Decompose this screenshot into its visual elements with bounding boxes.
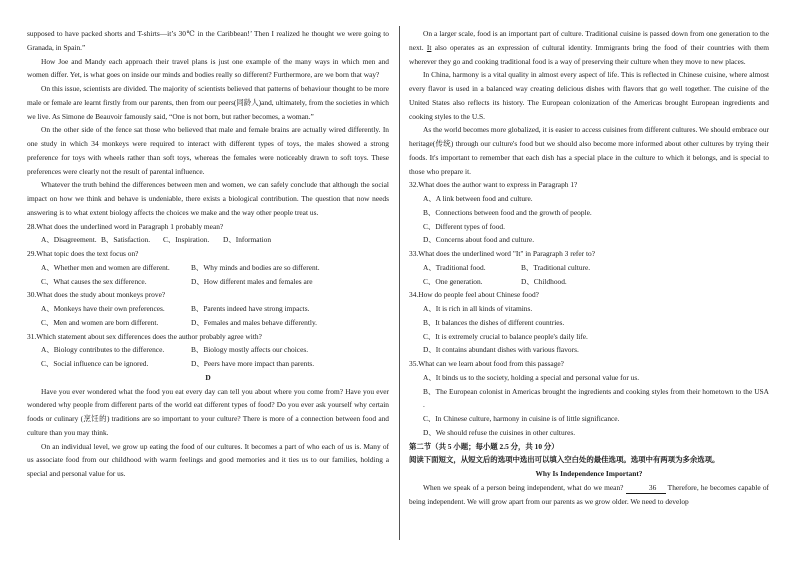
right-column — [409, 27, 769, 508]
passage-d-paragraph-5: As the world becomes more globalized, it is easier to access cuisines from different cultures. We should embrace our heritage(传统) through our culture's food but we should also become more informed about other cultures by trying their foods. It's important to remember that each dish has a special place in the culture to which it belongs, and is special to those who prepare it. — [409, 125, 769, 176]
option[interactable]: A、Biology contributes to the difference. — [41, 345, 165, 355]
option[interactable]: A、It binds us to the society, holding a special and personal value for us. — [423, 372, 640, 382]
passage-d-paragraph-4: In China, harmony is a vital quality in almost every aspect of life. This is reflected in Chinese cuisine, where almost every flavor is used in a balanced way creating delicious dishes with flavors that go well together. The cuisine of the United States also reflects its history. The European colonization of the Americas brought European ingredients and cooking styles to the U.S. — [409, 70, 769, 121]
option[interactable]: C、Men and women are born different. — [41, 317, 159, 327]
question-30-options-row-1 — [27, 302, 389, 316]
option[interactable]: D、How different males and females are — [191, 276, 313, 286]
column-divider — [399, 26, 400, 540]
passage-c-continued: supposed to have packed shorts and T-shirts—it’s 30℃ in the Caribbean!’ Then I realized he thought we were going to Granada, in Spain.” — [27, 29, 389, 52]
left-column — [27, 27, 389, 481]
section-2-title: 第二节（共 5 小题；每小题 2.5 分，共 10 分） — [409, 441, 559, 451]
option[interactable]: A、It is rich in all kinds of vitamins. — [423, 304, 533, 313]
option[interactable]: C、In Chinese culture, harmony in cuisine is of little significance. — [423, 414, 620, 423]
article-title: Why Is Independence Important? — [535, 469, 643, 478]
option[interactable]: B、Connections between food and the growth of people. — [423, 207, 592, 217]
option[interactable]: B、Parents indeed have strong impacts. — [191, 304, 310, 313]
underlined-word-it: It — [426, 42, 432, 52]
passage-d-paragraph-1: Have you ever wondered what the food you eat every day can tell you about where you come from? Have you ever wondered why people from different parts of the world eat different types of food? Do you ever ask yourself why certain foods or culinary (烹饪的) traditions are so important to your culture? There is more of a connection between food and culture than you may think. — [27, 386, 389, 437]
question-30: 30.What does the study about monkeys prove? — [27, 290, 166, 300]
option[interactable]: B、The European colonist in Americas brought the ingredients and cooking styles from their hometown to the USA . — [423, 386, 769, 410]
option[interactable]: C、It is extremely crucial to balance people's daily life. — [423, 331, 588, 341]
option[interactable]: A、Disagreement. — [41, 235, 97, 245]
option[interactable]: A、Traditional food. — [423, 262, 486, 272]
option[interactable]: B、Biology mostly affects our choices. — [191, 345, 309, 355]
question-31-options-row-1 — [27, 343, 389, 357]
question-30-options-row-2 — [27, 316, 389, 330]
passage-c-paragraph-2: How Joe and Mandy each approach their travel plans is just one example of the many ways in which men and women differ. Yet, is what goes on inside our minds and bodies really so different? Furthermore, are we born that way? — [27, 56, 389, 80]
question-33: 33.What does the underlined word "It" in Paragraph 3 refer to? — [409, 249, 596, 258]
passage-c-paragraph-5: Whatever the truth behind the differences between men and women, we can safely conclude that although the social impact on how we think and behave is undeniable, there exists a biological contribution. The question that now needs answering is to what extent biology affects the choices we make and the way other people treat us. — [27, 180, 389, 217]
question-31: 31.Which statement about sex differences does the author probably agree with? — [27, 331, 262, 341]
question-29: 29.What topic does the text focus on? — [27, 249, 139, 258]
option[interactable]: A、Monkeys have their own preferences. — [41, 304, 165, 313]
question-28-options — [27, 233, 389, 247]
question-32: 32.What does the author want to express in Paragraph 1? — [409, 180, 578, 190]
question-34: 34.How do people feel about Chinese food? — [409, 290, 539, 300]
option[interactable]: D、It contains abundant dishes with various flavors. — [423, 345, 579, 355]
section-d-heading: D — [205, 372, 211, 382]
question-33-options-row-2 — [409, 275, 769, 289]
passage-d-paragraph-2: On an individual level, we grow up eating the food of our cultures. It becomes a part of who each of us is. Many of us associate food from our childhood with warm feelings and good memories and it ties us to our families, holding a special and personal value for us. — [27, 441, 389, 478]
passage-c-paragraph-4: On the other side of the fence sat those who believed that male and female brains are actually wired differently. In one study in which 34 monkeys were required to interact with different types of toys, the males showed a strong preference for toys with wheels rather than soft toys, whereas the females were noticeably drawn to soft toys. These preferences were clearly not the result of parental influence. — [27, 125, 389, 176]
option[interactable]: C、Inspiration. — [163, 235, 210, 245]
blank-36[interactable]: 36 — [626, 483, 666, 494]
question-33-options-row-1 — [409, 261, 769, 275]
passage-d-paragraph-3: On a larger scale, food is an important part of culture. Traditional cuisine is passed down from one generation to the next. It also operates as an expression of cultural identity. Immigrants bring the food of their countries with them wherever they go and cooking traditional food is a way of preserving their culture when they move to new places. — [409, 29, 769, 66]
option[interactable]: D、Information — [223, 235, 272, 245]
option[interactable]: A、A link between food and culture. — [423, 194, 533, 203]
option[interactable]: D、Childhood. — [521, 276, 567, 286]
passage-c-paragraph-3: On this issue, scientists are divided. The majority of scientists believed that patterns of behaviour thought to be more male or female are learnt firstly from our parents, then from our peers(同龄人)and, ultimately, from the societies in which we live. As Simone de Beauvoir famously said, “One is not born, but rather becomes, a woman.” — [27, 84, 389, 121]
article-paragraph-1: When we speak of a person being independent, what do we mean? 36 Therefore, he becomes capable of being independent. We will grow apart from our parents as we grow older. We need to develop — [409, 482, 769, 506]
option[interactable]: C、What causes the sex difference. — [41, 276, 147, 286]
option[interactable]: D、Concerns about food and culture. — [423, 235, 535, 245]
option[interactable]: D、Peers have more impact than parents. — [191, 359, 315, 368]
option[interactable]: B、Why minds and bodies are so different. — [191, 262, 320, 272]
question-35: 35.What can we learn about food from this passage? — [409, 359, 564, 368]
option[interactable]: D、Females and males behave differently. — [191, 317, 318, 327]
option[interactable]: A、Whether men and women are different. — [41, 262, 170, 272]
question-31-options-row-2 — [27, 357, 389, 371]
option[interactable]: B、It balances the dishes of different countries. — [423, 317, 565, 327]
option[interactable]: D、We should refuse the cuisines in other cultures. — [423, 427, 576, 437]
option[interactable]: B、Satisfaction. — [101, 235, 151, 245]
option[interactable]: C、Different types of food. — [423, 221, 505, 231]
question-28: 28.What does the underlined word in Paragraph 1 probably mean? — [27, 221, 224, 231]
option[interactable]: C、One generation. — [423, 276, 483, 286]
option[interactable]: C、Social influence can be ignored. — [41, 359, 149, 368]
question-29-options-row-2 — [27, 275, 389, 289]
question-29-options-row-1 — [27, 261, 389, 275]
option[interactable]: B、Traditional culture. — [521, 262, 591, 272]
section-2-instructions: 阅读下面短文，从短文后的选项中选出可以填入空白处的最佳选项。选项中有两项为多余选项。 — [409, 455, 720, 465]
